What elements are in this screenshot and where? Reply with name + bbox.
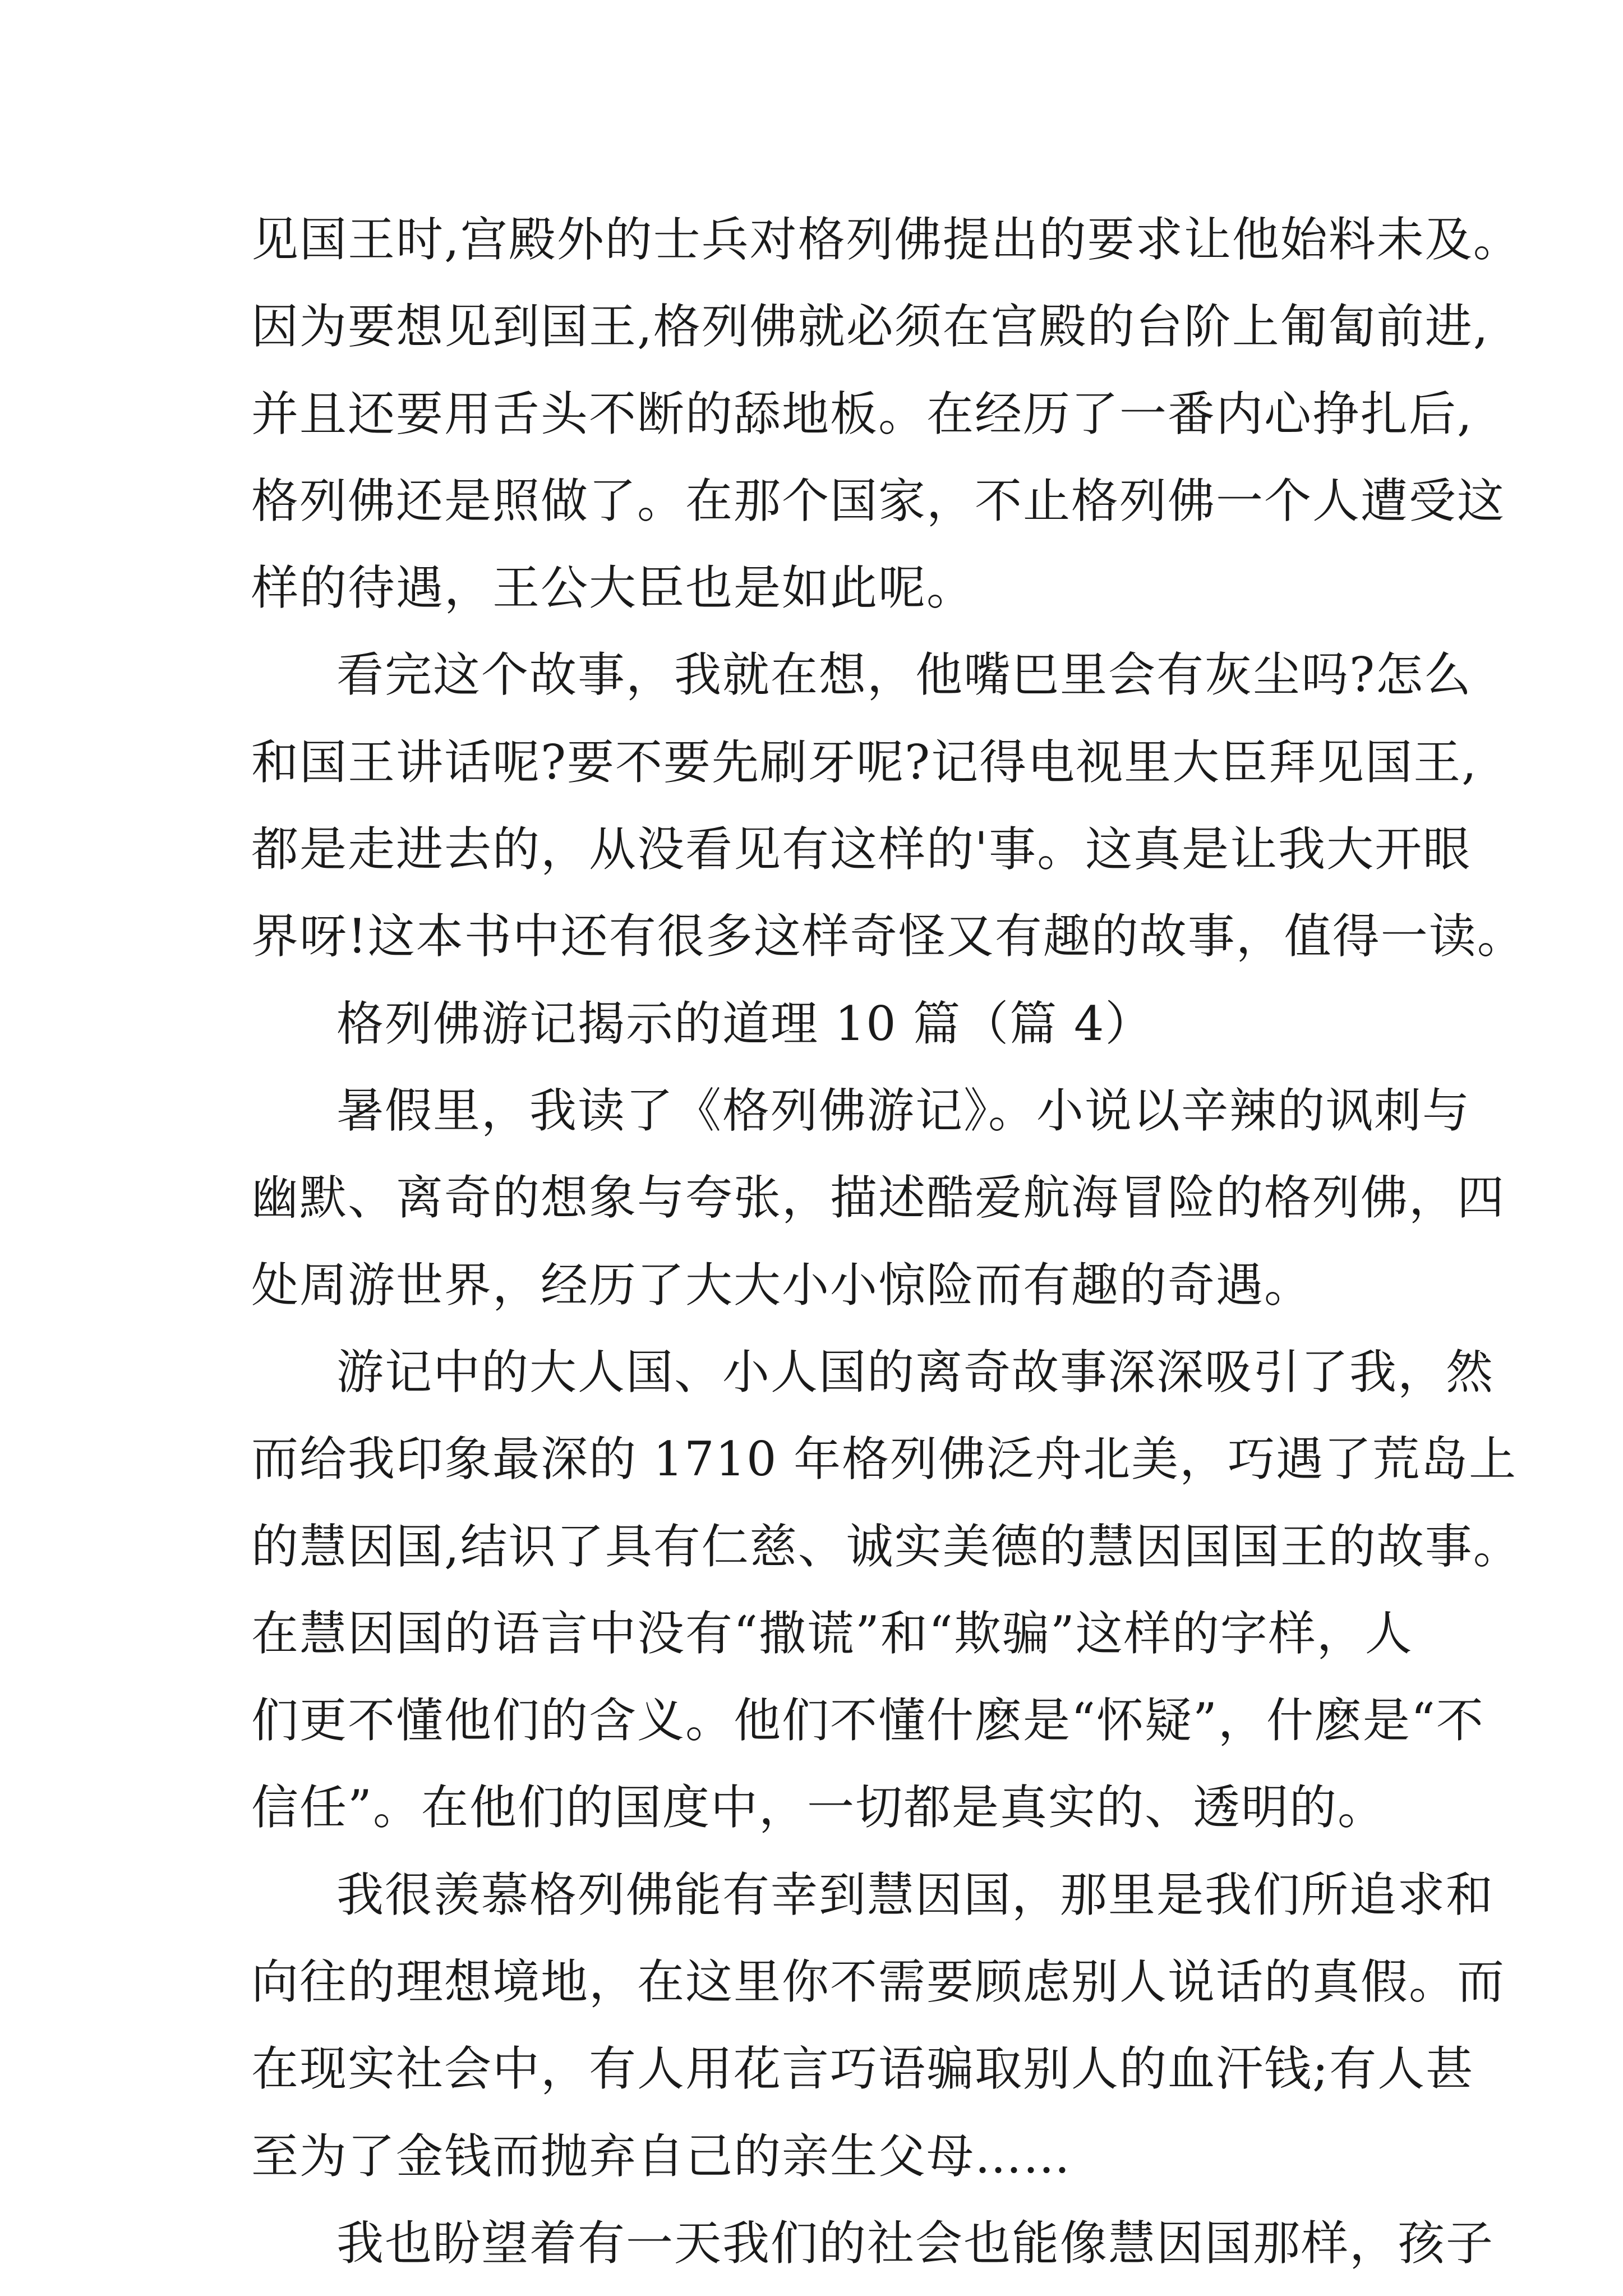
paragraph-first-line: 看完这个故事，我就在想，他嘴巴里会有灰尘吗?怎么 xyxy=(336,647,1473,702)
text-line: 至为了金钱而抛弃自己的亲生父母…… xyxy=(251,2129,1072,2184)
text-line: 并且还要用舌头不断的舔地板。在经历了一番内心挣扎后, xyxy=(251,386,1473,441)
text-line: 都是走进去的，从没看见有这样的'事。这真是让我大开眼 xyxy=(251,822,1472,877)
text-line: 格列佛还是照做了。在那个国家，不止格列佛一个人遭受这 xyxy=(251,473,1506,528)
text-line: 见国王时,宫殿外的士兵对格列佛提出的要求让他始料未及。 xyxy=(251,212,1521,267)
paragraph-first-line: 我也盼望着有一天我们的社会也能像慧因国那样，孩子 xyxy=(336,2216,1495,2271)
text-line: 的慧因国,结识了具有仁慈、诚实美德的慧因国国王的故事。 xyxy=(251,1519,1521,1574)
text-line: 而给我印象最深的 1710 年格列佛泛舟北美，巧遇了荒岛上 xyxy=(251,1432,1518,1487)
section-heading: 格列佛游记揭示的道理 10 篇（篇 4） xyxy=(336,996,1154,1051)
text-line: 因为要想见到国王,格列佛就必须在宫殿的台阶上匍匐前进, xyxy=(251,299,1490,354)
text-line: 处周游世界，经历了大大小小惊险而有趣的奇遇。 xyxy=(251,1258,1313,1313)
text-line: 样的待遇，王公大臣也是如此呢。 xyxy=(251,560,975,615)
paragraph-first-line: 暑假里，我读了《格列佛游记》。小说以辛辣的讽刺与 xyxy=(336,1083,1471,1138)
paragraph-first-line: 我很羡慕格列佛能有幸到慧因国，那里是我们所追求和 xyxy=(336,1867,1495,1922)
text-line: 界呀!这本书中还有很多这样奇怪又有趣的故事，值得一读。 xyxy=(251,909,1525,964)
text-line: 幽默、离奇的想象与夸张，描述酷爱航海冒险的格列佛，四 xyxy=(251,1170,1506,1225)
text-line: 和国王讲话呢?要不要先刷牙呢?记得电视里大臣拜见国王, xyxy=(251,735,1478,790)
text-line: 在现实社会中，有人用花言巧语骗取别人的血汗钱;有人甚 xyxy=(251,2041,1474,2096)
text-line: 向往的理想境地，在这里你不需要顾虑别人说话的真假。而 xyxy=(251,1954,1506,2009)
paragraph-first-line: 游记中的大人国、小人国的离奇故事深深吸引了我，然 xyxy=(336,1345,1495,1400)
text-line: 们更不懂他们的含义。他们不懂什麽是“怀疑”，什麽是“不 xyxy=(251,1693,1484,1748)
text-line: 信任”。在他们的国度中，一切都是真实的、透明的。 xyxy=(251,1780,1386,1835)
text-line: 在慧因国的语言中没有“撒谎”和“欺骗”这样的字样，人 xyxy=(251,1606,1413,1661)
